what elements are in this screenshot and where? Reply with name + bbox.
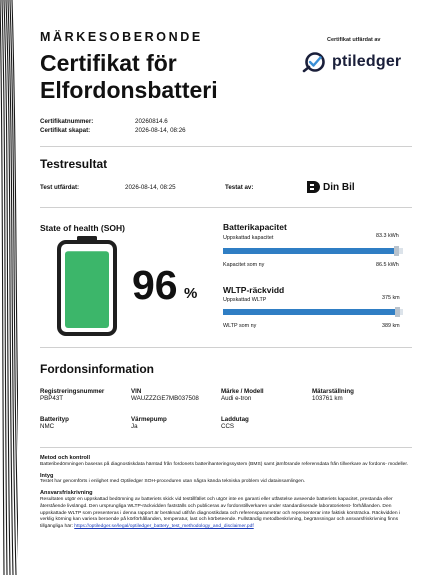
range-bar-marker — [395, 307, 400, 317]
battery-fill-level — [65, 251, 109, 328]
capacity-new-value: 86.5 kWh — [376, 262, 399, 268]
vehicle-info-heading: Fordonsinformation — [40, 362, 154, 376]
method-heading: Metod och kontroll — [40, 455, 91, 461]
cert-created-value: 2026-08-14, 08:26 — [135, 127, 186, 134]
test-issued-label: Test utfärdat: — [40, 184, 80, 191]
soh-value: 96 — [132, 262, 178, 308]
certificate-meta — [40, 117, 186, 135]
capacity-measured-label: Uppskattad kapacitet — [223, 235, 274, 241]
liability-text: Resultaten utgör en uppskattad bedömning av batteriets skick vid testtillfället och utgör inte en garanti eller utfästelse avseende batteriets kapacitet, prestanda eller återstående livslängd. Den ursprungliga WLTP-räckvidden fastställs och publiceras av fordonstillverkaren under standardiserade laboratorietest- förhållanden. Den uppskattade WLTP som presenteras i denna rapport är beräknad utifrån diagnostikdata och referensparametrar och representerar inte faktisk körsträcka. Räckvidden i verklig körning kan variera beroende på körförhållanden, temperatur, last och körbeteende. Fullständig metodbeskrivning, begränsningar och ansvarsfriskrivning finns tillgängliga här: — [40, 496, 401, 530]
disclaimer-link[interactable]: https://optiledger.se/legal/optiledger_battery_test_methodology_and_disclaimer.pdf — [74, 524, 254, 530]
capacity-new-label: Kapacitet som ny — [223, 262, 265, 268]
vehicle-field — [40, 416, 130, 430]
odometer-label: Mätarställning — [312, 388, 354, 395]
divider — [40, 347, 412, 348]
range-title: WLTP-räckvidd — [223, 285, 285, 295]
reg-number-value: PBP43T — [40, 395, 64, 402]
capacity-measured-value: 83.3 kWh — [376, 233, 399, 239]
vehicle-field — [221, 416, 311, 430]
issuer-label: Certifikat utfärdat av — [327, 37, 381, 43]
cert-created-label: Certifikat skapat: — [40, 127, 91, 134]
decorative-side-stripes — [0, 0, 18, 575]
capacity-bar — [223, 248, 403, 254]
odometer-value: 103761 km — [312, 395, 343, 402]
test-results-heading: Testresultat — [40, 157, 108, 171]
divider — [40, 146, 412, 147]
soh-unit: % — [184, 285, 198, 302]
din-bil-logo-icon — [306, 180, 320, 194]
test-info-row — [40, 181, 412, 194]
cert-number-value: 20260814.6 — [135, 118, 168, 125]
heat-pump-label: Värmepump — [131, 416, 167, 423]
range-new-value: 389 km — [382, 323, 400, 329]
vehicle-field — [131, 416, 221, 430]
notes-section — [40, 455, 412, 531]
issuer-name: ptiledger — [332, 53, 402, 70]
certificate-page — [40, 0, 412, 575]
capacity-bar-fill — [223, 248, 396, 254]
vehicle-field — [131, 388, 221, 402]
tested-by-label: Testat av: — [225, 184, 254, 191]
soh-label: State of health (SOH) — [40, 223, 126, 233]
cert-number-label: Certifikatnummer: — [40, 118, 94, 125]
vehicle-field — [40, 388, 130, 402]
page-title: Certifikat för Elfordonsbatteri — [40, 50, 218, 103]
battery-type-value: NMC — [40, 423, 55, 430]
vehicle-field — [221, 388, 311, 402]
heat-pump-value: Ja — [131, 423, 138, 430]
charge-port-value: CCS — [221, 423, 235, 430]
range-new-label: WLTP som ny — [223, 323, 257, 329]
vin-label: VIN — [131, 388, 142, 395]
range-measured-value: 375 km — [382, 295, 400, 301]
optiledger-logo-icon — [302, 50, 330, 74]
capacity-title: Batterikapacitet — [223, 222, 287, 232]
vin-value: WAUZZZGE7MB037508 — [131, 395, 199, 402]
range-bar — [223, 309, 403, 315]
reg-number-label: Registreringsnummer — [40, 388, 105, 395]
range-bar-fill — [223, 309, 397, 315]
range-measured-label: Uppskattad WLTP — [223, 297, 267, 303]
tester-name: Din Bil — [323, 181, 355, 193]
make-model-label: Märke / Modell — [221, 388, 264, 395]
tester-logo — [306, 180, 355, 194]
divider — [40, 207, 412, 208]
capacity-bar-marker — [394, 246, 399, 256]
liability-paragraph — [40, 497, 412, 531]
battery-type-label: Batterityp — [40, 416, 69, 423]
brand-neutral-label: MÄRKESOBERONDE — [40, 30, 203, 44]
charge-port-label: Laddutag — [221, 416, 249, 423]
test-issued-value: 2026-08-14, 08:25 — [125, 184, 176, 191]
divider — [40, 447, 412, 448]
method-text: Batteribedömningen baseras på diagnostiskdata hämtad från fordonets batterihanteringssystem (BMS) samt jämförande referensdata från tillverkare av fordons- modeller. — [40, 461, 409, 467]
make-model-value: Audi e-tron — [221, 395, 252, 402]
vehicle-field — [312, 388, 402, 402]
issuer-logo — [302, 50, 401, 74]
liability-heading: Ansvarsfriskrivning — [40, 490, 93, 497]
battery-icon — [57, 236, 117, 341]
attest-heading: Intyg — [40, 472, 54, 479]
attest-text: Testet har genomförts i enlighet med Optiledger SOH-proceduren utan några kända tekniska problem vid datainsamlingen. — [40, 479, 306, 485]
